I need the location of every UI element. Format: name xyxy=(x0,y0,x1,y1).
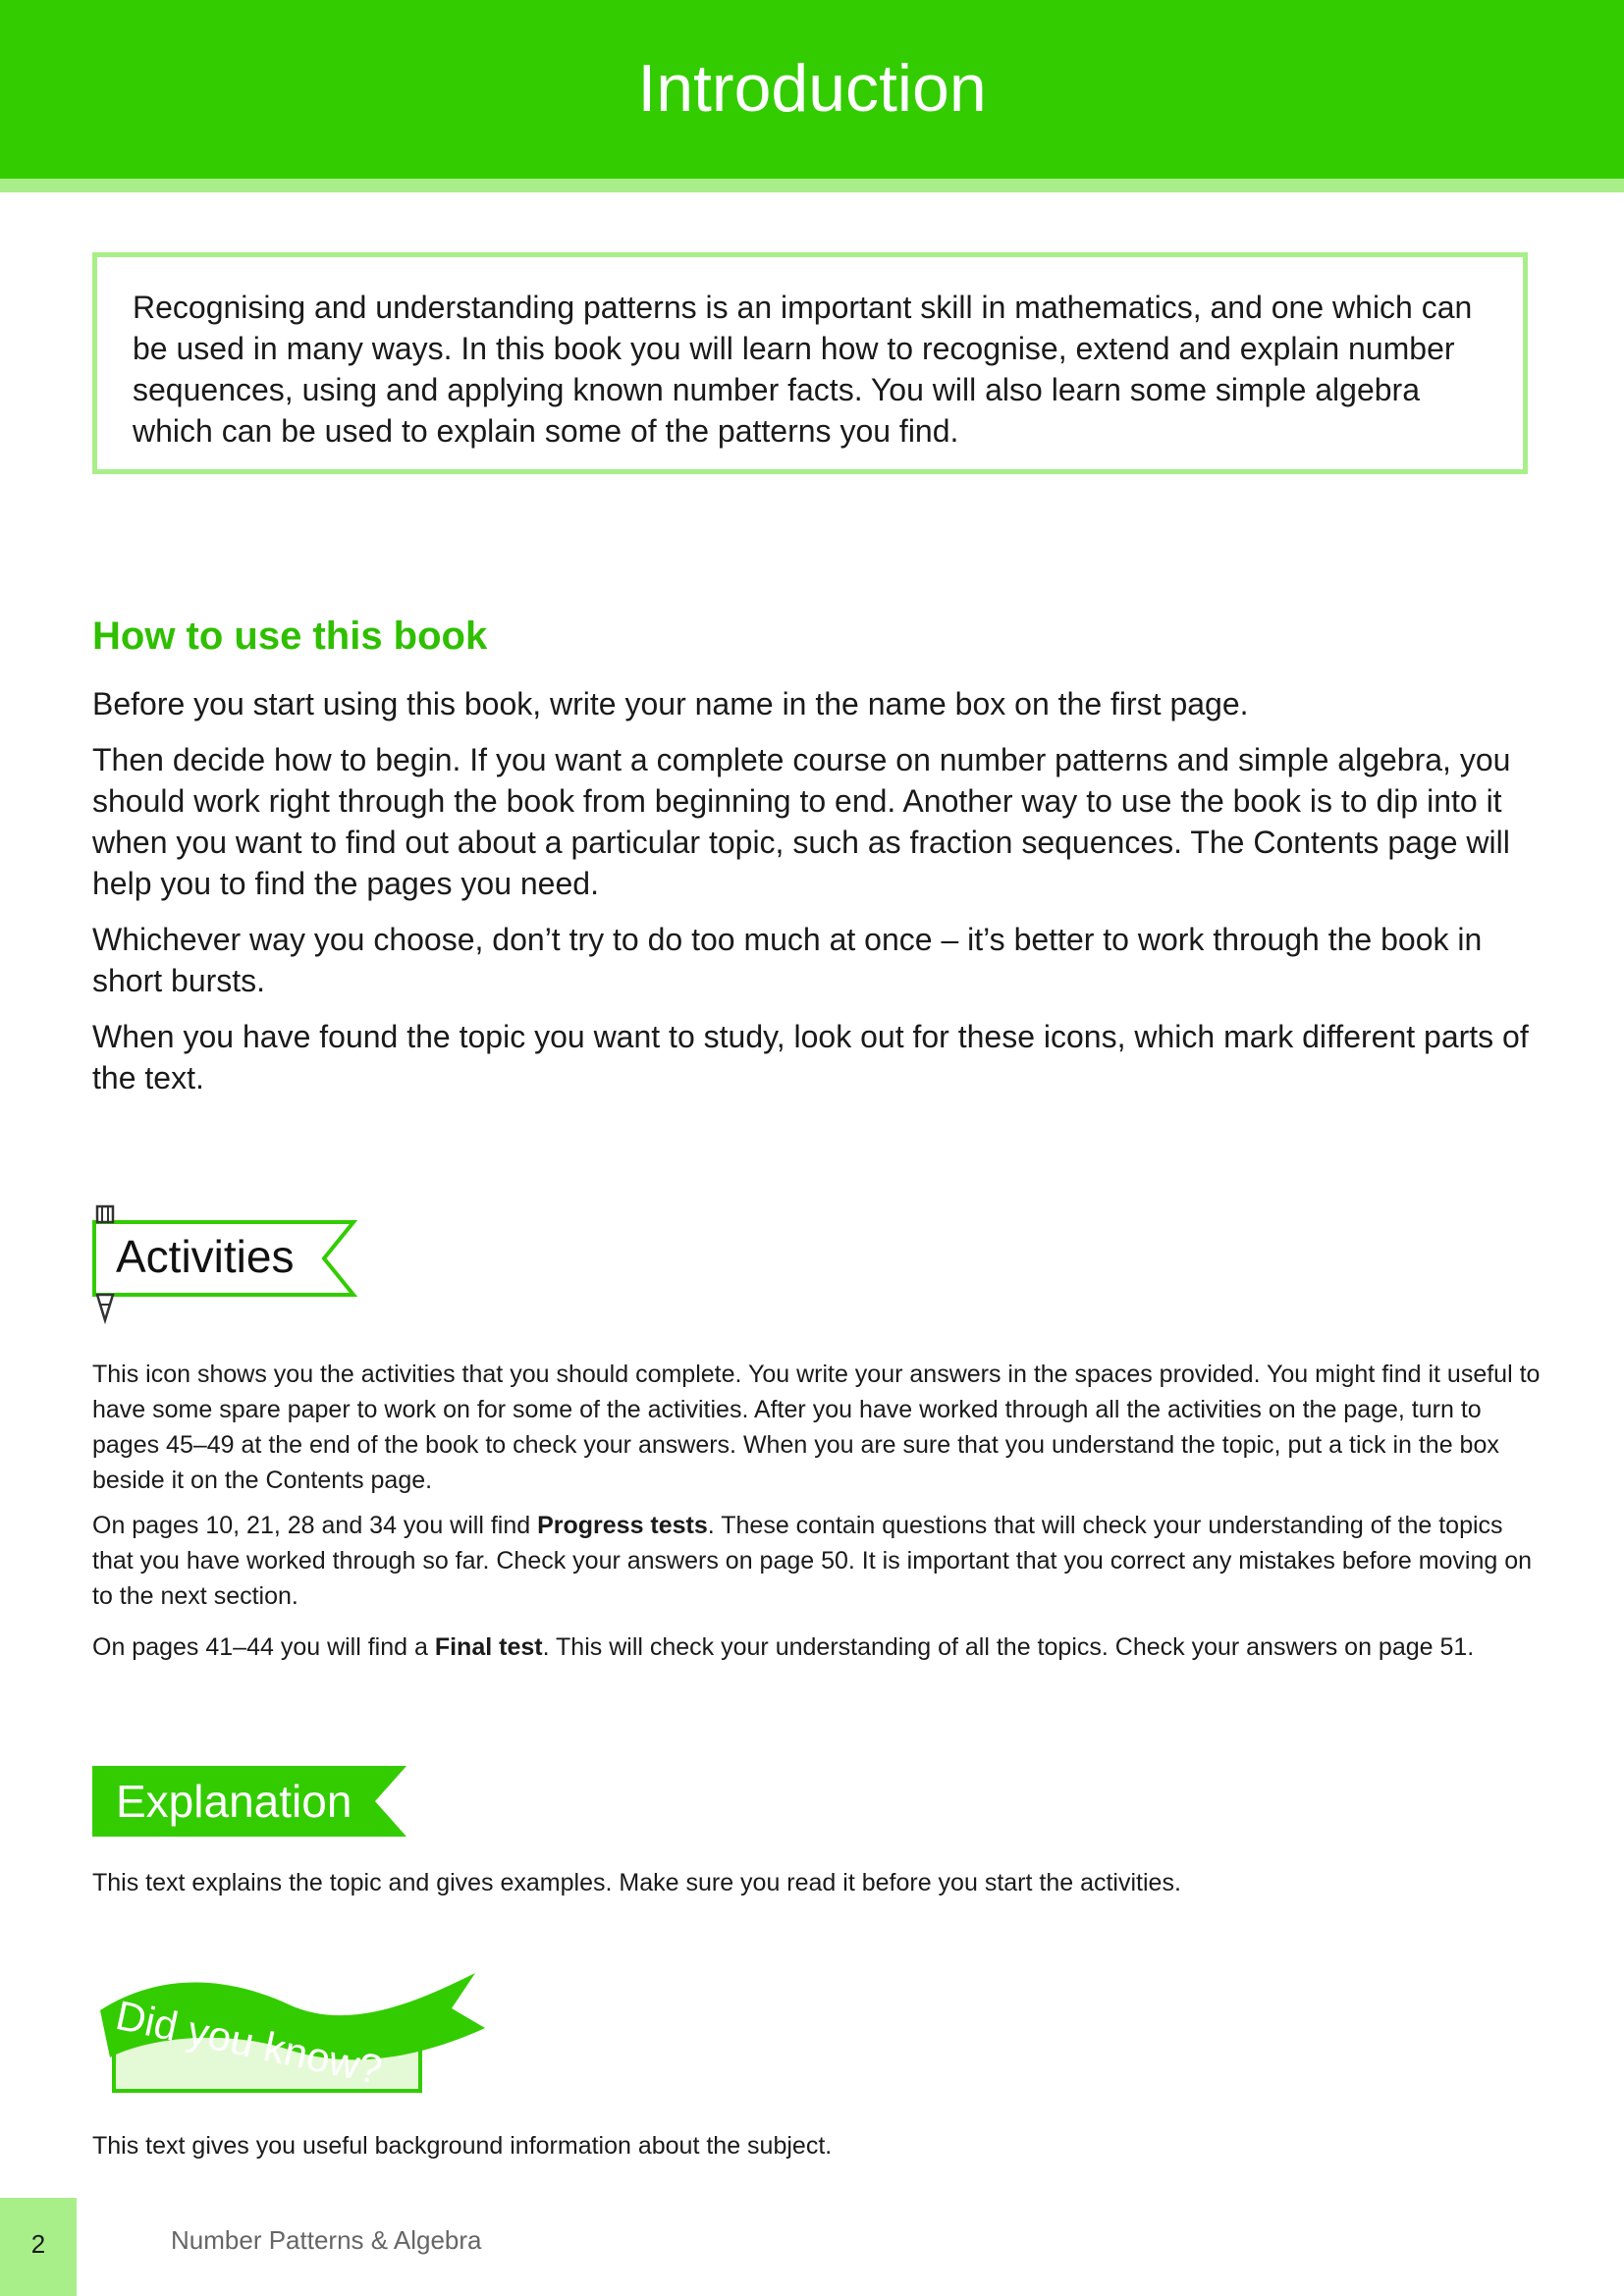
how-to-paragraph-4: When you have found the topic you want to study, look out for these icons, which mark different parts of the text. xyxy=(92,1019,1529,1095)
final-test-text-after: . This will check your understanding of all the topics. Check your answers on page 51. xyxy=(542,1633,1475,1661)
activities-label: Activities xyxy=(116,1231,295,1282)
did-you-know-icon xyxy=(92,1963,495,2097)
final-test-text-before: On pages 41–44 you will find a xyxy=(92,1633,435,1661)
explanation-icon xyxy=(92,1766,406,1837)
explanation-label: Explanation xyxy=(116,1776,352,1827)
how-to-paragraph-3: Whichever way you choose, don’t try to do too much at once – it’s better to work through the book in short bursts. xyxy=(92,922,1483,998)
activities-paragraph-2 xyxy=(92,1508,1545,1614)
activities-paragraph-3 xyxy=(92,1629,1545,1665)
page-number: 2 xyxy=(30,2229,46,2259)
intro-text: Recognising and understanding patterns is an important skill in mathematics, and one which can be used in many ways. In this book you will learn how to recognise, extend and explain number sequences, using and applying known number facts. You will also learn some simple algebra which can be used to explain some of the patterns you find. xyxy=(133,290,1473,449)
activities-icon xyxy=(88,1202,363,1330)
final-test-label: Final test xyxy=(434,1633,543,1661)
activities-paragraph-1: This icon shows you the activities that you should complete. You write your answers in the spaces provided. You might find it useful to have some spare paper to work on for some of the activities. After you have worked through all the activities on the page, turn to pages 45–49 at the end of the book to check your answers. When you are sure that you understand the topic, put a tick in the box beside it on the Contents page. xyxy=(92,1361,1541,1494)
progress-tests-text-after: . These contain questions that will check your understanding of the topics that you have worked through so far. Check your answers on page 50. It is important that you correct any mistakes before moving on to the next section. xyxy=(92,1512,1533,1610)
how-to-paragraph-2: Then decide how to begin. If you want a complete course on number patterns and simple algebra, you should work right through the book from beginning to end. Another way to use the book is to dip into it when you want to find out about a particular topic, such as fraction sequences. The Contents page will help you to find the pages you need. xyxy=(92,742,1511,901)
how-to-heading: How to use this book xyxy=(92,614,488,658)
how-to-paragraph-1: Before you start using this book, write your name in the name box on the first page. xyxy=(92,686,1249,721)
book-title: Number Patterns & Algebra xyxy=(171,2225,482,2255)
intro-box xyxy=(92,252,1528,474)
header-stripe xyxy=(0,179,1624,192)
did-you-know-label: Did you know? xyxy=(112,1991,387,2094)
progress-tests-text-before: On pages 10, 21, 28 and 34 you will find xyxy=(92,1512,538,1539)
progress-tests-label: Progress tests xyxy=(537,1512,708,1539)
page-title: Introduction xyxy=(637,51,987,126)
explanation-text: This text explains the topic and gives examples. Make sure you read it before you start the activities. xyxy=(92,1869,1181,1896)
did-you-know-text: This text gives you useful background information about the subject. xyxy=(92,2132,833,2160)
